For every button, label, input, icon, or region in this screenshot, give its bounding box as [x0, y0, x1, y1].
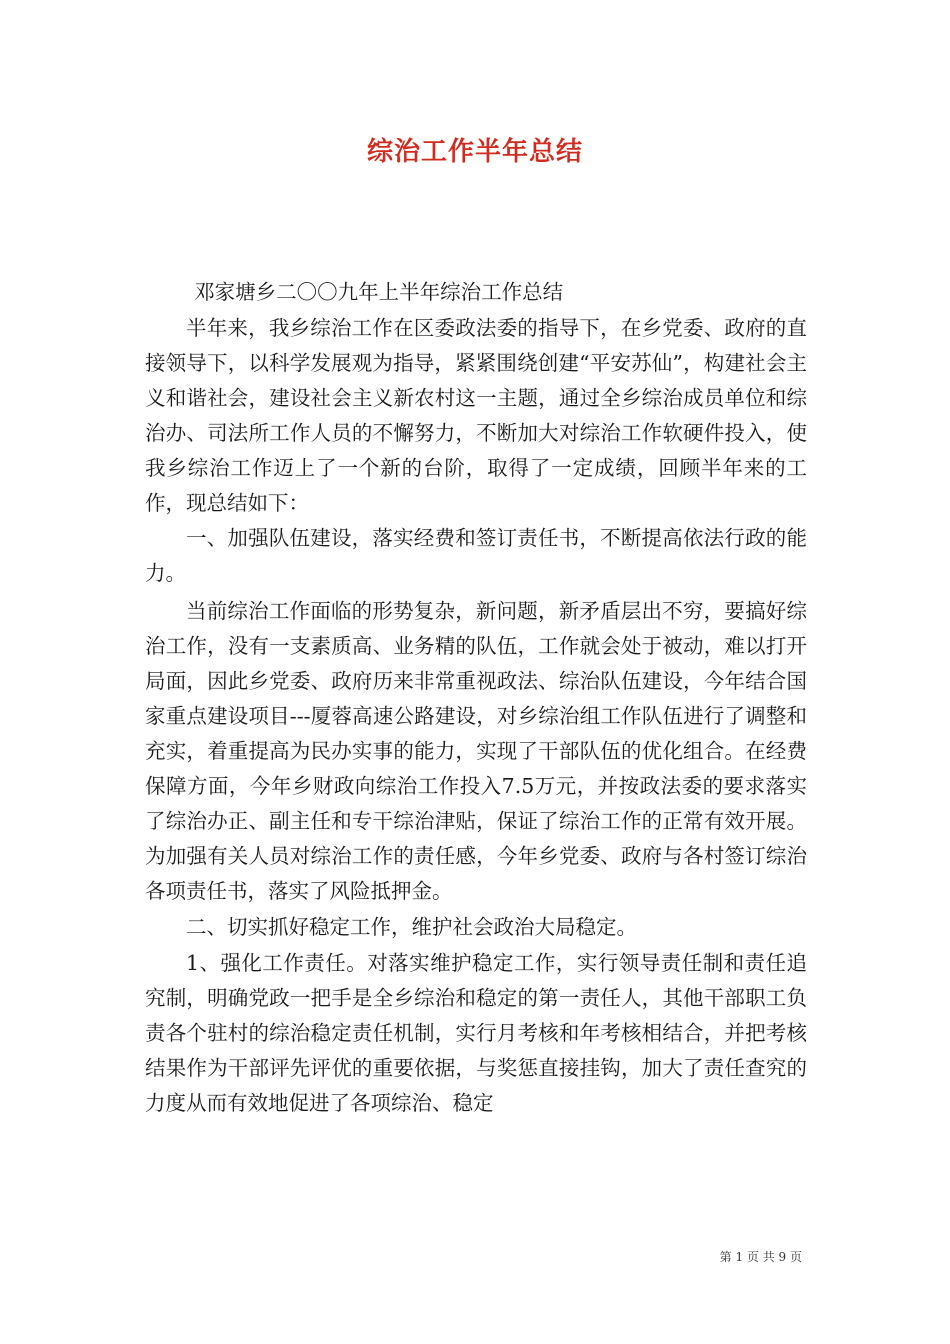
- body-paragraph: 当前综治工作面临的形势复杂，新问题，新矛盾层出不穷，要搞好综治工作，没有一支素质高、业务精的队伍，工作就会处于被动，难以打开局面，因此乡党委、政府历来非常重视政法、综治队伍建设，今年结合国家重点建设项目---厦蓉高速公路建设，对乡综治组工作队伍进行了调整和充实，着重提高为民办实事的能力，实现了干部队伍的优化组合。在经费保障方面，今年乡财政向综治工作投入7.5万元，并按政法委的要求落实了综治办正、副主任和专干综治津贴，保证了综治工作的正常有效开展。为加强有关人员对综治工作的责任感，今年乡党委、政府与各村签订综治各项责任书，落实了风险抵押金。: [145, 599, 807, 903]
- page-title: 综治工作半年总结: [366, 137, 583, 167]
- intro-paragraph: 半年来，我乡综治工作在区委政法委的指导下，在乡党委、政府的直接领导下，以科学发展观为指导，紧紧围绕创建“平安苏仙”，构建社会主义和谐社会，建设社会主义新农村这一主题，通过全乡综治成员单位和综治办、司法所工作人员的不懈努力，不断加大对综治工作软硬件投入，使我乡综治工作迈上了一个新的台阶，取得了一定成绩，回顾半年来的工作，现总结如下：: [145, 316, 807, 515]
- subtitle-paragraph: 邓家塘乡二〇〇九年上半年综治工作总结: [194, 280, 564, 304]
- page-indicator: 第 1 页 共 9 页: [719, 1250, 802, 1264]
- document-body: [145, 275, 807, 1121]
- section-heading-1: 一、加强队伍建设，落实经费和签订责任书，不断提高依法行政的能力。: [145, 526, 807, 585]
- section-heading-2: 二、切实抓好稳定工作，维护社会政治大局稳定。: [186, 915, 637, 939]
- body-paragraph: 1、强化工作责任。对落实维护稳定工作，实行领导责任制和责任追究制，明确党政一把手是全乡综治和稳定的第一责任人，其他干部职工负责各个驻村的综治稳定责任机制，实行月考核和年考核相结合，并把考核结果作为干部评先评优的重要依据，与奖惩直接挂钩，加大了责任查究的力度从而有效地促进了各项综治、稳定: [145, 951, 807, 1115]
